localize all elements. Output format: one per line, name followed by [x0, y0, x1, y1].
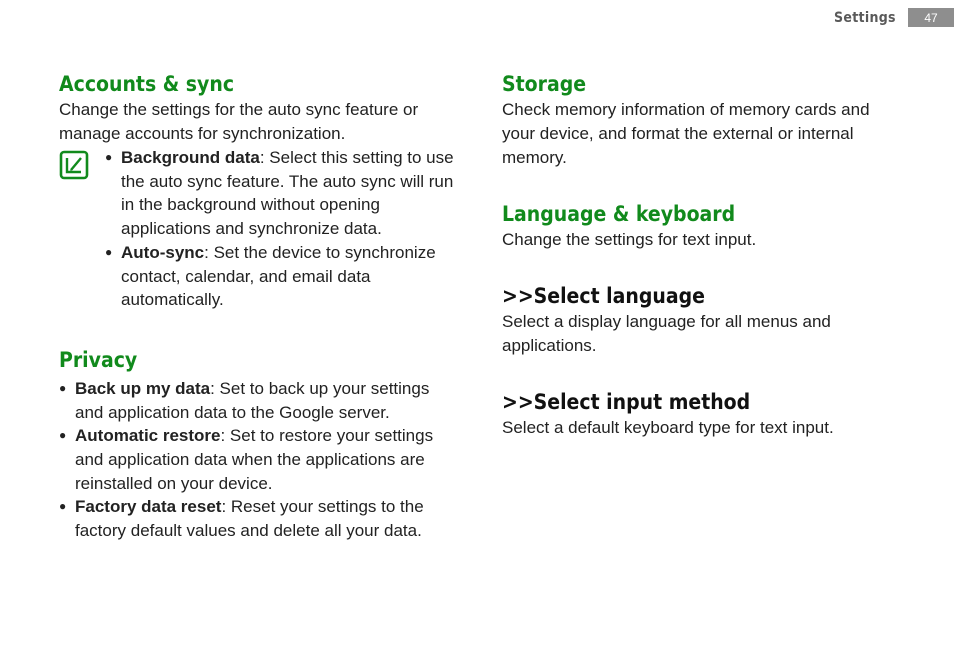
list-item: [59, 377, 459, 424]
list-item: [59, 495, 459, 542]
accounts-sync-description: Change the settings for the auto sync feature or manage accounts for synchronization.: [59, 100, 419, 143]
item-term: Factory data reset: [75, 497, 222, 517]
right-column: [502, 70, 902, 440]
privacy-list: [59, 377, 459, 543]
left-column: [59, 70, 459, 543]
item-term: Back up my data: [75, 378, 211, 398]
accounts-sync-heading: Accounts & sync: [59, 72, 235, 96]
list-item: [105, 241, 459, 312]
list-item: [59, 424, 459, 495]
note-block: [59, 146, 459, 312]
select-language-description: Select a display language for all menus and applications.: [502, 312, 831, 355]
storage-description: Check memory information of memory cards and your device, and format the external or internal memory.: [502, 100, 870, 167]
accounts-sync-list: [105, 146, 459, 312]
item-text: : Reset your settings to the factory default values and delete all your data.: [75, 497, 424, 541]
note-pencil-icon: [59, 150, 89, 180]
item-term: Automatic restore: [75, 426, 221, 446]
select-input-method-heading: >>Select input method: [502, 390, 751, 414]
item-text: : Set to restore your settings and application data when the applications are reinstalled on your device.: [75, 426, 434, 493]
header-section-label: Settings: [834, 10, 896, 26]
select-language-heading: >>Select language: [502, 284, 705, 308]
select-input-method-description: Select a default keyboard type for text input.: [502, 418, 834, 437]
language-keyboard-description: Change the settings for text input.: [502, 230, 757, 249]
item-text: : Set to back up your settings and application data to the Google server.: [75, 378, 430, 422]
item-text: : Select this setting to use the auto sync feature. The auto sync will run in the background without opening applications and synchronize data.: [121, 148, 454, 239]
item-term: Auto-sync: [121, 242, 205, 262]
language-keyboard-heading: Language & keyboard: [502, 202, 736, 226]
storage-heading: Storage: [502, 72, 587, 96]
privacy-heading: Privacy: [59, 347, 138, 372]
item-term: Background data: [121, 148, 260, 167]
list-item: [105, 146, 459, 241]
page-number-badge: 47: [908, 8, 954, 27]
item-text: : Set the device to synchronize contact, calendar, and email data automatically.: [121, 242, 436, 310]
